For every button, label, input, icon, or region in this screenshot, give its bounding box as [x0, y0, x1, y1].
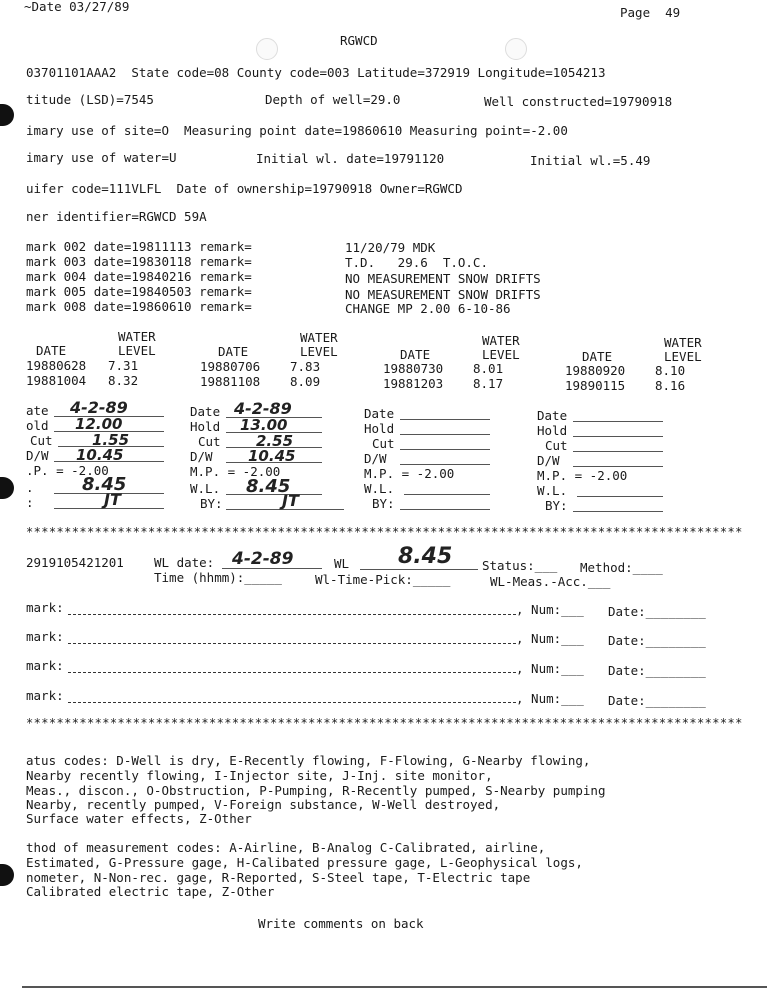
form-mp-label: .P. = -2.00 [26, 463, 109, 478]
form-by-line [573, 511, 663, 512]
form-date-label: Date [190, 404, 221, 419]
status-code-line: atus codes: D-Well is dry, E-Recently flowing, F-Flowing, G-Nearby flowing, [26, 753, 591, 768]
remark-entry-label: mark: [26, 629, 64, 644]
form-wl-label: W.L. [364, 481, 395, 496]
col-date-label: DATE [582, 349, 613, 364]
form-cut-label: Cut [30, 433, 53, 448]
form-hold-line [573, 436, 663, 437]
form-by-value: JT [104, 490, 121, 509]
wl-label: WL [334, 556, 350, 571]
form-hold-label: Hold [364, 421, 395, 436]
form-wl-label: W.L. [190, 481, 221, 496]
col-date-label: DATE [36, 343, 67, 358]
form-cut-line [573, 451, 663, 452]
remark-entry-date: Date:________ [608, 693, 706, 708]
site-water-use: imary use of water=U [26, 150, 177, 165]
col-water-label: WATER [118, 329, 156, 344]
bottom-rule [22, 986, 767, 988]
punch-mark-1 [0, 104, 14, 126]
remark-right: NO MEASUREMENT SNOW DRIFTS [345, 271, 541, 286]
wl-date-value: 4-2-89 [232, 549, 294, 569]
method-code-line: Estimated, G-Pressure gage, H-Calibated pressure gage, L-Geophysical logs, [26, 855, 583, 870]
wl-time-pick-label: Wl-Time-Pick:_____ [315, 572, 451, 587]
site-line-3: imary use of site=O Measuring point date=19860610 Measuring point=-2.00 [26, 123, 568, 138]
site-depth: Depth of well=29.0 [265, 92, 401, 107]
form-date-value: 4-2-89 [234, 399, 292, 418]
footer-note: Write comments on back [258, 916, 424, 931]
form-wl-value: 8.45 [246, 476, 291, 497]
level-date: 19880628 [26, 358, 87, 373]
form-mp-label: M.P. = -2.00 [364, 466, 455, 481]
remark-entry-date: Date:________ [608, 604, 706, 619]
wl-site-id: 2919105421201 [26, 555, 124, 570]
remark-entry-date: Date:________ [608, 633, 706, 648]
form-dw-label: D/W [190, 449, 213, 464]
remark-entry-line [68, 643, 516, 644]
level-value: 7.31 [108, 358, 139, 373]
level-value: 8.10 [655, 363, 686, 378]
binder-hole-right [505, 38, 527, 60]
method-code-line: nometer, N-Non-rec. gage, R-Reported, S-Steel tape, T-Electric tape [26, 870, 531, 885]
form-cut-label: Cut [545, 438, 568, 453]
level-value: 8.16 [655, 378, 686, 393]
form-by-label: BY: [200, 496, 223, 511]
form-by-label: BY: [545, 498, 568, 513]
form-date-value: 4-2-89 [70, 398, 128, 417]
form-hold-label: Hold [537, 423, 568, 438]
level-value: 8.17 [473, 376, 504, 391]
remark-left: mark 008 date=19860610 remark= [26, 299, 252, 314]
form-cut-label: Cut [372, 436, 395, 451]
site-initial-wl: Initial wl.=5.49 [530, 153, 651, 168]
form-date-label: ate [26, 403, 49, 418]
punch-mark-3 [0, 864, 14, 886]
col-level-label: LEVEL [118, 343, 156, 358]
page-number: Page 49 [620, 5, 681, 20]
level-date: 19881108 [200, 374, 261, 389]
remark-entry-num: , Num:___ [516, 661, 584, 676]
col-date-label: DATE [218, 344, 249, 359]
punch-mark-2 [0, 477, 14, 499]
remark-left: mark 004 date=19840216 remark= [26, 269, 252, 284]
form-by-label: BY: [372, 496, 395, 511]
remark-right: 11/20/79 MDK [345, 240, 436, 255]
wl-date-label: WL date: [154, 555, 215, 570]
remark-entry-num: , Num:___ [516, 691, 584, 706]
col-level-label: LEVEL [664, 349, 702, 364]
col-level-label: LEVEL [300, 344, 338, 359]
status-code-line: Surface water effects, Z-Other [26, 811, 252, 826]
method-code-line: Calibrated electric tape, Z-Other [26, 884, 275, 899]
remark-entry-label: mark: [26, 600, 64, 615]
col-water-label: WATER [482, 333, 520, 348]
site-initial-date: Initial wl. date=19791120 [256, 151, 445, 166]
form-cut-value: 2.55 [256, 432, 294, 450]
form-hold-label: Hold [190, 419, 221, 434]
site-altitude: titude (LSD)=7545 [26, 92, 154, 107]
header-date: ~Date 03/27/89 [24, 0, 130, 14]
remark-right: NO MEASUREMENT SNOW DRIFTS [345, 287, 541, 302]
status-code-line: Meas., discon., O-Obstruction, P-Pumping, R-Recently pumped, S-Nearby pumping [26, 783, 606, 798]
form-by-line [400, 509, 490, 510]
form-cut-label: Cut [198, 434, 221, 449]
col-level-label: LEVEL [482, 347, 520, 362]
remark-left: mark 002 date=19811113 remark= [26, 239, 252, 254]
form-wl-line [577, 496, 663, 497]
form-dw-line [400, 464, 490, 465]
wl-value-line [360, 569, 478, 570]
remark-entry-num: , Num:___ [516, 602, 584, 617]
form-wl-value: 8.45 [82, 474, 127, 495]
remark-entry-line [68, 702, 516, 703]
level-value: 8.32 [108, 373, 139, 388]
form-mp-label: M.P. = -2.00 [537, 468, 628, 483]
remark-entry-line [68, 614, 516, 615]
form-wl-label: . [26, 480, 34, 495]
form-hold-value: 12.00 [75, 415, 123, 433]
form-hold-line [400, 434, 490, 435]
agency-title: RGWCD [340, 33, 378, 48]
form-cut-value: 1.55 [92, 431, 130, 449]
remark-right: T.D. 29.6 T.O.C. [345, 255, 488, 270]
form-dw-label: D/W [537, 453, 560, 468]
site-line-1: 03701101AAA2 State code=08 County code=003 Latitude=372919 Longitude=1054213 [26, 65, 606, 80]
form-wl-line [404, 494, 490, 495]
form-wl-label: W.L. [537, 483, 568, 498]
col-water-label: WATER [664, 335, 702, 350]
col-water-label: WATER [300, 330, 338, 345]
level-date: 19890115 [565, 378, 626, 393]
remark-entry-num: , Num:___ [516, 631, 584, 646]
form-dw-line [573, 466, 663, 467]
site-line-5: uifer code=111VLFL Date of ownership=19790918 Owner=RGWCD [26, 181, 463, 196]
site-constructed: Well constructed=19790918 [484, 94, 673, 109]
form-by-label: : [26, 495, 34, 510]
form-dw-value: 10.45 [248, 447, 296, 465]
form-mp-label: M.P. = -2.00 [190, 464, 281, 479]
form-date-label: Date [537, 408, 568, 423]
level-date: 19881004 [26, 373, 87, 388]
remark-entry-label: mark: [26, 688, 64, 703]
remark-entry-date: Date:________ [608, 663, 706, 678]
star-divider: ********************************************************************************************** [26, 716, 743, 730]
form-dw-label: D/W [364, 451, 387, 466]
form-date-line [573, 421, 663, 422]
wl-time-label: Time (hhmm):_____ [154, 570, 282, 585]
wl-status-label: Status:___ [482, 558, 558, 573]
level-date: 19880730 [383, 361, 444, 376]
form-cut-line [400, 449, 490, 450]
star-divider: ********************************************************************************************** [26, 525, 743, 539]
form-dw-label: D/W [26, 448, 49, 463]
form-date-line [400, 419, 490, 420]
level-value: 8.01 [473, 361, 504, 376]
site-line-6: ner identifier=RGWCD 59A [26, 209, 207, 224]
form-dw-value: 10.45 [76, 446, 124, 464]
level-value: 7.83 [290, 359, 321, 374]
method-code-line: thod of measurement codes: A-Airline, B-Analog C-Calibrated, airline, [26, 840, 546, 855]
form-date-label: Date [364, 406, 395, 421]
status-code-line: Nearby recently flowing, I-Injector site, J-Inj. site monitor, [26, 768, 493, 783]
remark-left: mark 003 date=19830118 remark= [26, 254, 252, 269]
form-hold-label: old [26, 418, 49, 433]
form-by-value: JT [282, 491, 299, 510]
level-date: 19880920 [565, 363, 626, 378]
wl-value: 8.45 [398, 544, 453, 569]
level-date: 19881203 [383, 376, 444, 391]
level-date: 19880706 [200, 359, 261, 374]
remark-entry-label: mark: [26, 658, 64, 673]
wl-method-label: Method:____ [580, 560, 663, 575]
wl-meas-acc-label: WL-Meas.-Acc.___ [490, 574, 611, 589]
binder-hole-left [256, 38, 278, 60]
status-code-line: Nearby, recently pumped, V-Foreign substance, W-Well destroyed, [26, 797, 501, 812]
level-value: 8.09 [290, 374, 321, 389]
remark-entry-line [68, 672, 516, 673]
remark-right: CHANGE MP 2.00 6-10-86 [345, 301, 511, 316]
form-hold-value: 13.00 [240, 416, 288, 434]
col-date-label: DATE [400, 347, 431, 362]
remark-left: mark 005 date=19840503 remark= [26, 284, 252, 299]
